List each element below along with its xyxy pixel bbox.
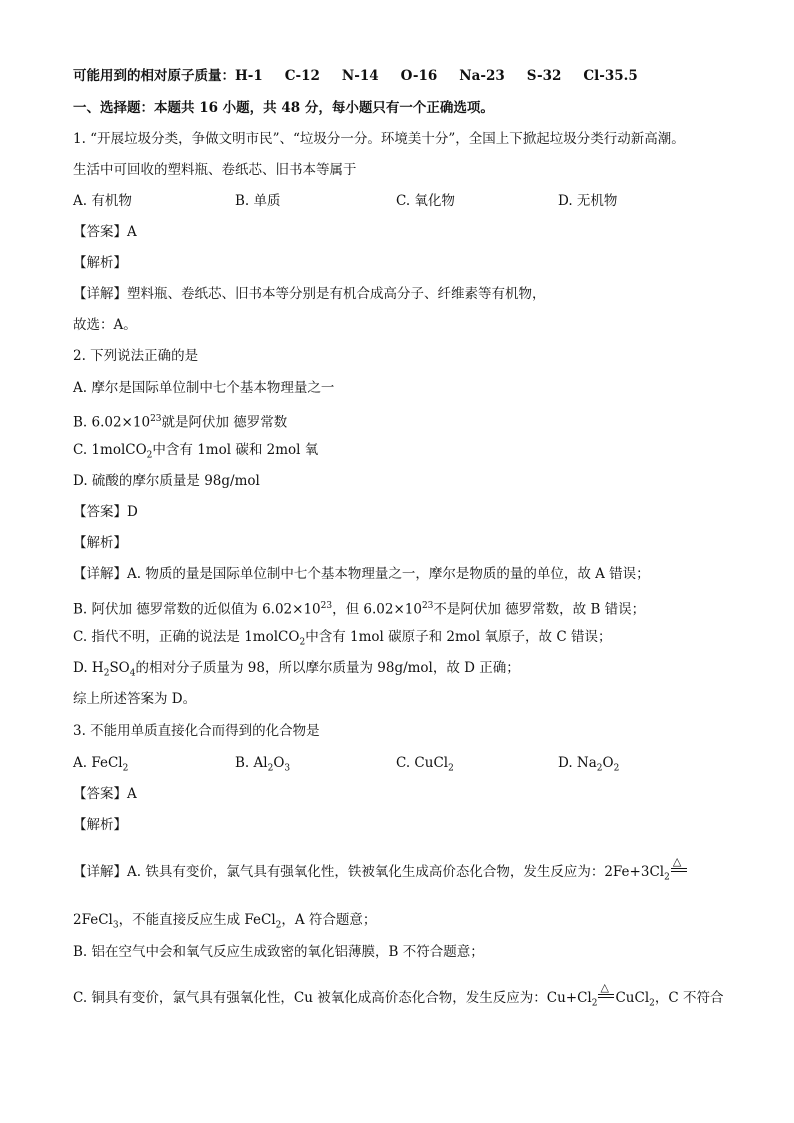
q1-answer: 【答案】A (73, 224, 137, 240)
q3-detail-a: 【详解】A. 铁具有变价，氯气具有强氧化性，铁被氧化生成高价态化合物，发生反应为：$2Fe+3Cl_2$ △ (73, 862, 688, 888)
q2-detail-a: 【详解】A. 物质的量是国际单位制中七个基本物理量之一，摩尔是物质的量的单位，故 A 错误； (73, 566, 650, 582)
mass-item: Na-23 (459, 68, 505, 84)
q2-summary: 综上所述答案为 D。 (73, 691, 197, 707)
mass-item: S-32 (526, 68, 562, 84)
mass-item: H-1 (235, 68, 263, 84)
q1-detail: 【详解】塑料瓶、卷纸芯、旧书本等分别是有机合成高分子、纤维素等有机物， (73, 286, 546, 302)
heat-condition-symbol: △ (670, 866, 688, 880)
q2-detail-b: B. 阿伏加 德罗常数的近似值为 $6.02\times 10^{23}$，但 $6.02\times 10^{23}$不是阿伏加 德罗常数，故 B 错误； (73, 601, 646, 618)
q3-detail-c: C. 铜具有变价，氯气具有强氧化性，Cu 被氧化成高价态化合物，发生反应为：$Cu+Cl_2$ △ CuCl$_2$，C 不符合 (73, 980, 724, 1009)
q3-detail-b: B. 铝在空气中会和氧气反应生成致密的氧化铝薄膜，B 不符合题意； (73, 944, 484, 960)
q2-stem: 2. 下列说法正确的是 (73, 348, 199, 364)
q3-stem: 3. 不能用单质直接化合而得到的化合物是 (73, 723, 320, 739)
q2-option-c: C. 1molCO$_2$中含有 1mol 碳和 2mol 氧 (73, 442, 319, 461)
mass-item: O-16 (400, 68, 438, 84)
mass-item: Cl-35.5 (583, 68, 638, 84)
q1-stem-line2: 生活中可回收的塑料瓶、卷纸芯、旧书本等属于 (73, 162, 357, 178)
q3-option-a: A. FeCl$_2$ (73, 755, 129, 774)
q1-stem-line1: 1. “开展垃圾分类，争做文明市民”、“垃圾分一分。环境美十分”，全国上下掀起垃圾分类行动新高潮。 (73, 131, 685, 147)
q1-conclusion: 故选：A。 (73, 317, 137, 333)
q3-detail-a-cont: 2FeCl$_3$，不能直接反应生成 FeCl$_2$，A 符合题意； (73, 912, 377, 931)
masses-label: 可能用到的相对原子质量： (73, 68, 235, 84)
atomic-masses-line (73, 66, 660, 86)
q2-detail-c: C. 指代不明，正确的说法是 1molCO$_2$中含有 1mol 碳原子和 2mol 氧原子，故 C 错误； (73, 629, 612, 648)
mass-item: C-12 (284, 68, 320, 84)
q2-detail-d: D. $H_2SO_4$的相对分子质量为 98，所以摩尔质量为 98g/mol，故 D 正确； (73, 660, 520, 679)
q3-analysis: 【解析】 (73, 817, 127, 833)
q1-analysis: 【解析】 (73, 255, 127, 271)
section-heading: 一、选择题：本题共 16 小题，共 48 分，每小题只有一个正确选项。 (73, 100, 494, 116)
q3-option-b: B. $Al_2O_3$ (235, 755, 291, 774)
q1-option-c: C. 氧化物 (396, 193, 455, 209)
q2-option-d: D. 硫酸的摩尔质量是 98g/mol (73, 473, 260, 489)
q2-answer: 【答案】D (73, 504, 138, 520)
q1-option-d: D. 无机物 (558, 193, 618, 209)
q2-analysis: 【解析】 (73, 535, 127, 551)
q1-option-b: B. 单质 (235, 193, 281, 209)
heat-condition-symbol: △ (597, 992, 615, 1006)
q3-option-c: C. CuCl$_2$ (396, 755, 454, 774)
q3-option-d: D. $Na_2O_2$ (558, 755, 620, 774)
q2-option-b: B. $6.02\times 10^{23}$就是阿伏加 德罗常数 (73, 414, 288, 431)
mass-item: N-14 (341, 68, 379, 84)
q2-option-a: A. 摩尔是国际单位制中七个基本物理量之一 (73, 380, 335, 396)
q1-option-a: A. 有机物 (73, 193, 132, 209)
q3-answer: 【答案】A (73, 786, 137, 802)
